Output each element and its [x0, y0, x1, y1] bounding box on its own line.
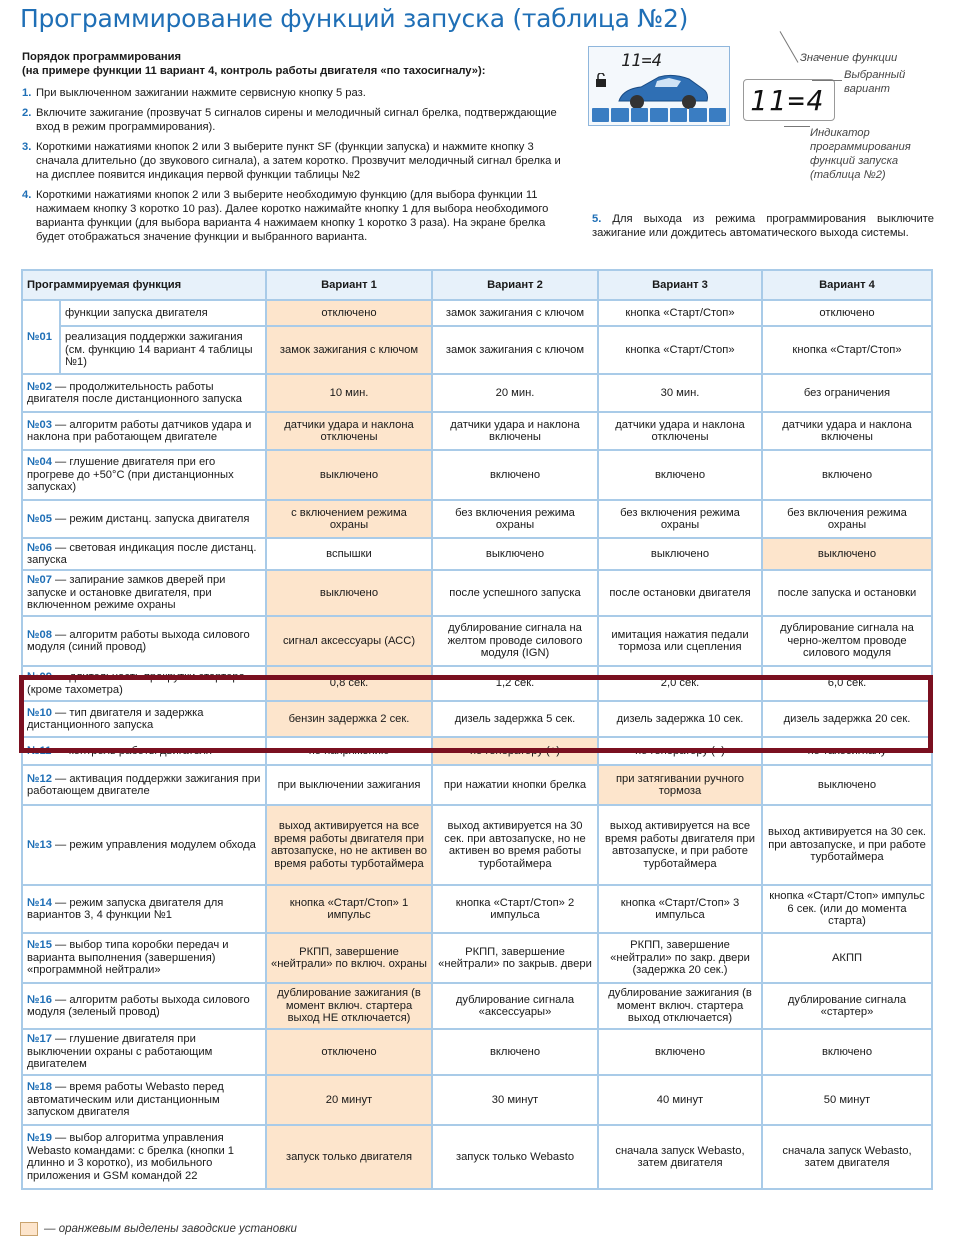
function-text: продолжительность работы двигателя после дистанционного запуска — [27, 380, 243, 405]
variant-cell: вспышки — [266, 538, 432, 570]
callout-variant: Выбранный вариант — [844, 69, 906, 95]
variant-cell: отключено — [266, 1029, 432, 1075]
variant-cell: дублирование сигнала на желтом проводе силового модуля (IGN) — [432, 616, 598, 666]
variant-cell: 2,0 сек. — [598, 666, 762, 701]
function-number: №03 — [27, 418, 52, 431]
variant-cell: выход активируется на 30 сек. при автозапуске, но не активен во время работы турботаймера — [432, 805, 598, 885]
variant-cell: выключено — [432, 538, 598, 570]
function-text: контроль работы двигателя — [68, 744, 212, 757]
page-title: Программирование функций запуска (таблица №2) — [20, 4, 689, 33]
variant-cell: кнопка «Старт/Стоп» — [598, 326, 762, 374]
variant-cell: с включением режима охраны — [266, 500, 432, 538]
table-row — [22, 1075, 932, 1125]
variant-cell: датчики удара и наклона отключены — [598, 412, 762, 450]
indicator-value: 11=4 — [750, 84, 826, 117]
function-text: глушение двигателя при выключении охраны с работающим двигателем — [27, 1033, 213, 1071]
function-number: №13 — [27, 838, 52, 851]
table-header-row — [22, 270, 932, 300]
variant-cell: 0,8 сек. — [266, 666, 432, 701]
function-number: №06 — [27, 541, 52, 554]
status-icon — [650, 108, 667, 122]
function-number: №11 — [27, 744, 52, 757]
status-icon — [592, 108, 609, 122]
function-description: №04 — глушение двигателя при его прогреве до +50°С (при дистанционных запусках) — [22, 450, 266, 500]
variant-cell: бензин задержка 2 сек. — [266, 701, 432, 737]
function-number: №14 — [27, 896, 52, 909]
function-text: световая индикация после дистанц. запуска — [27, 541, 257, 566]
table-row — [22, 1029, 932, 1075]
variant-cell: кнопка «Старт/Стоп» 2 импульса — [432, 885, 598, 933]
procedure-heading: Порядок программирования — [22, 51, 182, 63]
function-description: №16 — алгоритм работы выхода силового модуля (зеленый провод) — [22, 983, 266, 1029]
variant-cell: при выключении зажигания — [266, 765, 432, 805]
variant-cell: сначала запуск Webasto, затем двигателя — [598, 1125, 762, 1189]
function-description: реализация поддержки зажигания (см. функцию 14 вариант 4 таблицы №1) — [60, 326, 266, 374]
variant-cell: дублирование сигнала «стартер» — [762, 983, 932, 1029]
function-description: №02 — продолжительность работы двигателя после дистанционного запуска — [22, 374, 266, 412]
variant-cell: замок зажигания с ключом — [432, 326, 598, 374]
variant-cell: по тахосигналу — [762, 737, 932, 765]
function-description: №05 — режим дистанц. запуска двигателя — [22, 500, 266, 538]
variant-cell: 50 минут — [762, 1075, 932, 1125]
variant-cell: датчики удара и наклона включены — [762, 412, 932, 450]
variant-cell: отключено — [266, 300, 432, 326]
variant-cell: 20 мин. — [432, 374, 598, 412]
column-header: Вариант 1 — [266, 270, 432, 300]
step-number: 1. — [22, 87, 32, 99]
function-description: №10 — тип двигателя и задержка дистанционного запуска — [22, 701, 266, 737]
variant-cell: замок зажигания с ключом — [266, 326, 432, 374]
function-text: длительность прокрутки стартера (кроме тахометра) — [27, 671, 245, 696]
variant-cell: включено — [598, 450, 762, 500]
step-number: 3. — [22, 141, 32, 153]
function-description: №13 — режим управления модулем обхода — [22, 805, 266, 885]
function-number: №12 — [27, 772, 52, 785]
variant-cell: датчики удара и наклона включены — [432, 412, 598, 450]
table-row — [22, 885, 932, 933]
variant-cell: по напряжению — [266, 737, 432, 765]
procedure-step-5 — [592, 212, 934, 240]
procedure-subheading: (на примере функции 11 вариант 4, контроль работы двигателя «по тахосигналу»): — [22, 65, 486, 77]
step-text: Короткими нажатиями кнопок 2 или 3 выберите необходимую функцию (для выбора функции 11 нажимаем кнопку 3 коротко 10 раз). Далее коротко нажимайте кнопку 1 для выбора необходимого варианта функции (для выбора варианта 4 нажимаем кнопку 1 коротко 3 раза). На экране брелка будет отображаться значение функции и выбранного варианта. — [36, 189, 549, 243]
function-description: №03 — алгоритм работы датчиков удара и наклона при работающем двигателе — [22, 412, 266, 450]
variant-cell: дизель задержка 20 сек. — [762, 701, 932, 737]
callout-indicator: Индикатор программирования функций запуска (таблица №2) — [810, 127, 911, 181]
function-text: режим дистанц. запуска двигателя — [69, 512, 250, 525]
keyfob-screen-image — [588, 46, 730, 126]
variant-cell: запуск только Webasto — [432, 1125, 598, 1189]
function-text: тип двигателя и задержка дистанционного запуска — [27, 706, 204, 731]
function-number: №19 — [27, 1132, 52, 1144]
function-description: функции запуска двигателя — [60, 300, 266, 326]
legend — [20, 1222, 297, 1236]
variant-cell: отключено — [762, 300, 932, 326]
variant-cell: дублирование сигнала «аксессуары» — [432, 983, 598, 1029]
keyfob-display-value: 11=4 — [621, 51, 662, 71]
function-text: алгоритм работы датчиков удара и наклона при работающем двигателе — [27, 418, 252, 443]
procedure-step — [22, 86, 562, 100]
variant-cell: кнопка «Старт/Стоп» — [598, 300, 762, 326]
keyfob-icon-bar — [592, 108, 726, 122]
step-text: Включите зажигание (прозвучат 5 сигналов сирены и мелодичный сигнал брелка, подтверждающие вход в режим программирования). — [36, 107, 557, 133]
variant-cell: выключено — [266, 570, 432, 616]
function-text: время работы Webasto перед автоматическим или дистанционным запуском двигателя — [27, 1081, 224, 1119]
variant-cell: РКПП, завершение «нейтрали» по закрыв. двери — [432, 933, 598, 983]
variant-cell: 10 мин. — [266, 374, 432, 412]
legend-swatch — [20, 1222, 38, 1236]
table-row — [22, 450, 932, 500]
status-icon — [709, 108, 726, 122]
variant-cell: запуск только двигателя — [266, 1125, 432, 1189]
function-indicator-display — [743, 79, 835, 121]
variant-cell: после остановки двигателя — [598, 570, 762, 616]
function-text: режим управления модулем обхода — [69, 838, 256, 851]
variant-cell: по генератору (–) — [598, 737, 762, 765]
table-row — [22, 500, 932, 538]
variant-cell: сигнал аксессуары (АСС) — [266, 616, 432, 666]
function-description: №11 — контроль работы двигателя — [22, 737, 266, 765]
function-number: №01 — [22, 300, 60, 374]
variant-cell: включено — [762, 1029, 932, 1075]
function-text: активация поддержки зажигания при работающем двигателе — [27, 772, 261, 797]
table-row — [22, 570, 932, 616]
function-description: №08 — алгоритм работы выхода силового модуля (синий провод) — [22, 616, 266, 666]
table-row — [22, 983, 932, 1029]
variant-cell: РКПП, завершение «нейтрали» по включ. охраны — [266, 933, 432, 983]
function-number: №17 — [27, 1033, 52, 1046]
function-text: алгоритм работы выхода силового модуля (зеленый провод) — [27, 993, 250, 1018]
function-text: выбор алгоритма управления Webasto командами: с брелка (кнопки 1 длинно и 3 коротко), из мобильного приложения и GSM командой 22 — [27, 1132, 235, 1182]
function-text: выбор типа коробки передач и варианта выполнения (завершения) «программной нейтрали» — [27, 939, 229, 977]
step-text: Короткими нажатиями кнопок 2 или 3 выберите пункт SF (функции запуска) и нажмите кнопку 3 сначала длительно (до звукового сигнала), а затем коротко. Прозвучит мелодичный сигнал брелка и на дисплее появится индикация первой функции таблицы №2 — [36, 141, 561, 181]
lock-icon — [595, 73, 607, 87]
variant-cell: включено — [762, 450, 932, 500]
callout-line — [812, 80, 842, 81]
variant-cell: выключено — [598, 538, 762, 570]
function-description: №14 — режим запуска двигателя для вариантов 3, 4 функции №1 — [22, 885, 266, 933]
variant-cell: АКПП — [762, 933, 932, 983]
variant-cell: при затягивании ручного тормоза — [598, 765, 762, 805]
function-description: №06 — световая индикация после дистанц. запуска — [22, 538, 266, 570]
variant-cell: дублирование сигнала на черно-желтом проводе силового модуля — [762, 616, 932, 666]
step-number: 5. — [592, 213, 602, 225]
table-row — [22, 326, 932, 374]
procedure-step — [22, 188, 562, 244]
status-icon — [631, 108, 648, 122]
status-icon — [689, 108, 706, 122]
function-description: №19 — выбор алгоритма управления Webasto командами: с брелка (кнопки 1 длинно и 3 коротко), из мобильного приложения и GSM командой 22 — [22, 1125, 266, 1189]
table-row — [22, 300, 932, 326]
variant-cell: выход активируется на все время работы двигателя при автозапуске, и при работе турботаймера — [598, 805, 762, 885]
status-icon — [611, 108, 628, 122]
function-description: №09 — длительность прокрутки стартера (кроме тахометра) — [22, 666, 266, 701]
variant-cell: сначала запуск Webasto, затем двигателя — [762, 1125, 932, 1189]
table-row — [22, 374, 932, 412]
table-row — [22, 1125, 932, 1189]
variant-cell: дизель задержка 5 сек. — [432, 701, 598, 737]
variant-cell: датчики удара и наклона отключены — [266, 412, 432, 450]
callout-value: Значение функции — [800, 52, 898, 64]
variant-cell: включено — [598, 1029, 762, 1075]
callout-line — [784, 126, 810, 127]
variant-cell: кнопка «Старт/Стоп» 3 импульса — [598, 885, 762, 933]
function-text: запирание замков дверей при запуске и остановке двигателя, при включенном режиме охраны — [27, 574, 226, 612]
variant-cell: 30 минут — [432, 1075, 598, 1125]
variant-cell: РКПП, завершение «нейтрали» по закр. двери (задержка 20 сек.) — [598, 933, 762, 983]
step-number: 2. — [22, 107, 32, 119]
procedure-step — [22, 140, 562, 182]
variant-cell: без включения режима охраны — [598, 500, 762, 538]
function-description: №15 — выбор типа коробки передач и варианта выполнения (завершения) «программной нейтрали» — [22, 933, 266, 983]
procedure-step — [22, 106, 562, 134]
variant-cell: имитация нажатия педали тормоза или сцепления — [598, 616, 762, 666]
function-description: №18 — время работы Webasto перед автоматическим или дистанционным запуском двигателя — [22, 1075, 266, 1125]
variant-cell: дизель задержка 10 сек. — [598, 701, 762, 737]
column-header: Вариант 2 — [432, 270, 598, 300]
variant-cell: выключено — [266, 450, 432, 500]
variant-cell: после успешного запуска — [432, 570, 598, 616]
table-row — [22, 616, 932, 666]
variant-cell: 6,0 сек. — [762, 666, 932, 701]
column-header: Программируемая функция — [22, 270, 266, 300]
table-row — [22, 538, 932, 570]
variant-cell: включено — [432, 450, 598, 500]
variant-cell: 1,2 сек. — [432, 666, 598, 701]
variant-cell: дублирование зажигания (в момент включ. стартера выход отключается) — [598, 983, 762, 1029]
function-description: №12 — активация поддержки зажигания при работающем двигателе — [22, 765, 266, 805]
column-header: Вариант 3 — [598, 270, 762, 300]
variant-cell: по генератору (+) — [432, 737, 598, 765]
function-text: алгоритм работы выхода силового модуля (синий провод) — [27, 628, 250, 653]
variant-cell: выключено — [762, 765, 932, 805]
variant-cell: выход активируется на все время работы двигателя при автозапуске, но не активен во время работы турботаймера — [266, 805, 432, 885]
highlight-box — [19, 675, 933, 753]
function-number: №18 — [27, 1081, 52, 1094]
function-number: №08 — [27, 628, 52, 641]
variant-cell: дублирование зажигания (в момент включ. стартера выход НЕ отключается) — [266, 983, 432, 1029]
variant-cell: кнопка «Старт/Стоп» 1 импульс — [266, 885, 432, 933]
procedure-steps — [22, 86, 562, 244]
variant-cell: выход активируется на 30 сек. при автозапуске, и при работе турботаймера — [762, 805, 932, 885]
status-icon — [670, 108, 687, 122]
table-row — [22, 412, 932, 450]
function-number: №02 — [27, 380, 52, 393]
variant-cell: 40 минут — [598, 1075, 762, 1125]
function-description: №07 — запирание замков дверей при запуске и остановке двигателя, при включенном режиме охраны — [22, 570, 266, 616]
function-number: №07 — [27, 574, 52, 587]
variant-cell: выключено — [762, 538, 932, 570]
function-text: глушение двигателя при его прогреве до +50°С (при дистанционных запусках) — [27, 456, 234, 494]
procedure — [22, 50, 562, 250]
table-row — [22, 805, 932, 885]
variant-cell: без включения режима охраны — [762, 500, 932, 538]
variant-cell: включено — [432, 1029, 598, 1075]
function-number: №15 — [27, 939, 52, 952]
function-number: №04 — [27, 456, 52, 469]
function-text: режим запуска двигателя для вариантов 3, 4 функции №1 — [27, 896, 224, 921]
variant-cell: без включения режима охраны — [432, 500, 598, 538]
function-number: №09 — [27, 671, 52, 683]
callout-line — [780, 31, 799, 63]
column-header: Вариант 4 — [762, 270, 932, 300]
variant-cell: кнопка «Старт/Стоп» — [762, 326, 932, 374]
function-number: №05 — [27, 512, 52, 525]
table-row — [22, 765, 932, 805]
function-number: №10 — [27, 706, 52, 719]
step-text: Для выхода из режима программирования выключите зажигание или дождитесь автоматического выхода системы. — [592, 213, 934, 239]
function-description: №17 — глушение двигателя при выключении охраны с работающим двигателем — [22, 1029, 266, 1075]
legend-text: — оранжевым выделены заводские установки — [44, 1223, 297, 1235]
variant-cell: замок зажигания с ключом — [432, 300, 598, 326]
variant-cell: 20 минут — [266, 1075, 432, 1125]
step-number: 4. — [22, 189, 32, 201]
table-row — [22, 933, 932, 983]
variant-cell: без ограничения — [762, 374, 932, 412]
variant-cell: при нажатии кнопки брелка — [432, 765, 598, 805]
function-number: №16 — [27, 993, 52, 1006]
step-text: При выключенном зажигании нажмите сервисную кнопку 5 раз. — [36, 87, 366, 99]
variant-cell: 30 мин. — [598, 374, 762, 412]
variant-cell: кнопка «Старт/Стоп» импульс 6 сек. (или до момента старта) — [762, 885, 932, 933]
variant-cell: после запуска и остановки — [762, 570, 932, 616]
